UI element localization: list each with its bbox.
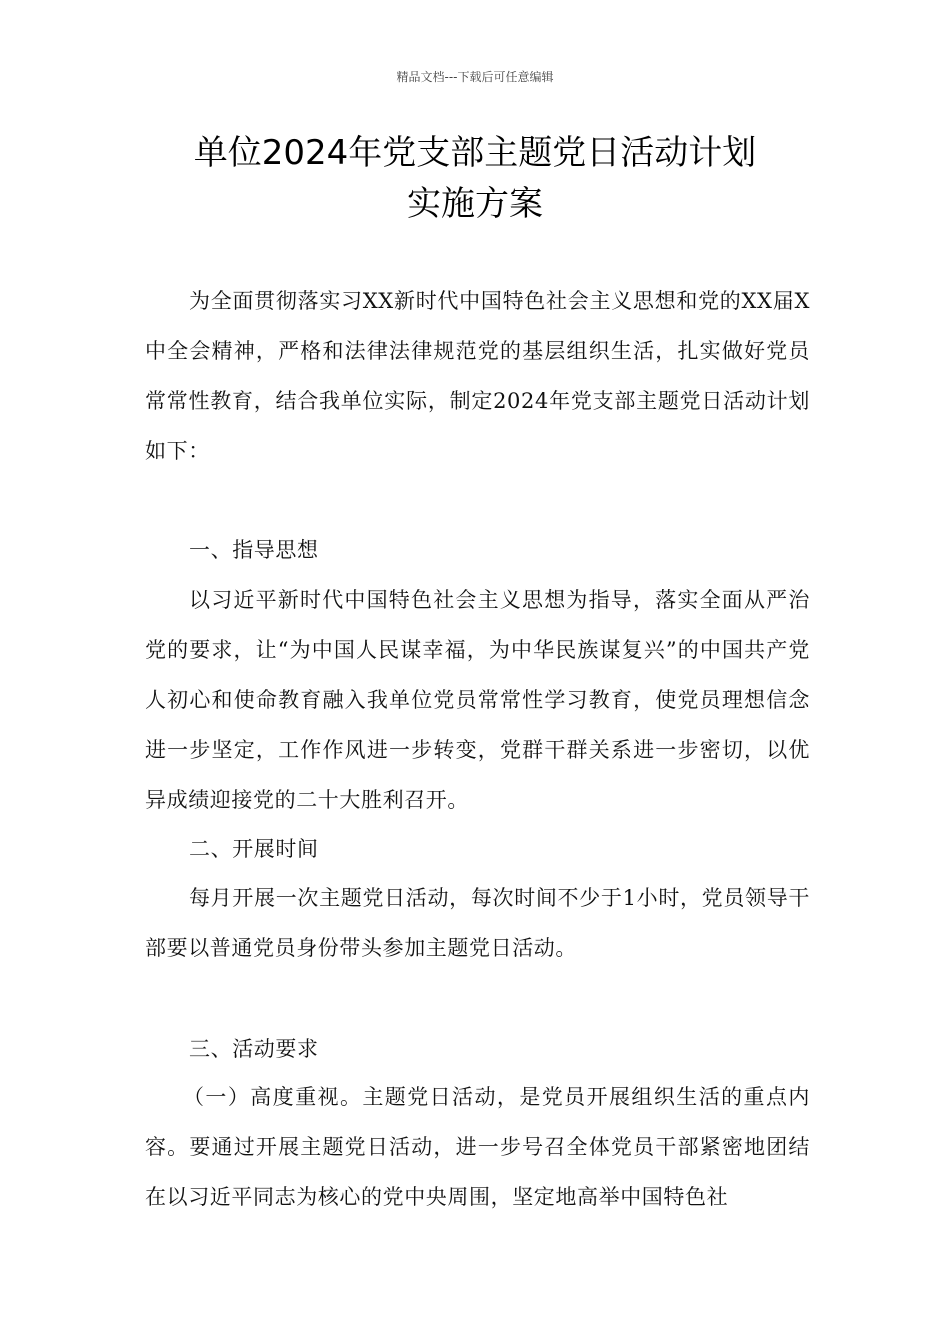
section-heading-guiding-thought: 一、指导思想 [189, 538, 319, 562]
section-heading-requirements: 三、活动要求 [189, 1037, 319, 1061]
section-body-guiding-thought: 以习近平新时代中国特色社会主义思想为指导，落实全面从严治党的要求，让“为中国人民谋幸福，为中华民族谋复兴”的中国共产党人初心和使命教育融入我单位党员常常性学习教育，使党员理想信念进一步坚定，工作作风进一步转变，党群干群关系进一步密切，以优异成绩迎接党的二十大胜利召开。 [145, 588, 810, 812]
title-line-1: 单位2024年党支部主题党日活动计划 [193, 133, 757, 173]
section-heading-schedule: 二、开展时间 [189, 837, 319, 861]
section-body-requirements: （一）高度重视。主题党日活动，是党员开展组织生活的重点内容。要通过开展主题党日活动，进一步号召全体党员干部紧密地团结在以习近平同志为核心的党中央周围，坚定地高举中国特色社 [145, 1085, 810, 1209]
title-line-2: 实施方案 [407, 184, 543, 224]
intro-paragraph: 为全面贯彻落实习XX新时代中国特色社会主义思想和党的XX届X中全会精神，严格和法律法律规范党的基层组织生活，扎实做好党员常常性教育，结合我单位实际，制定2024年党支部主题党日活动计划如下： [145, 289, 810, 463]
header-note: 精品文档---下载后可任意编辑 [396, 70, 554, 84]
section-body-schedule: 每月开展一次主题党日活动，每次时间不少于1小时，党员领导干部要以普通党员身份带头参加主题党日活动。 [145, 886, 810, 960]
document-title [0, 128, 950, 230]
